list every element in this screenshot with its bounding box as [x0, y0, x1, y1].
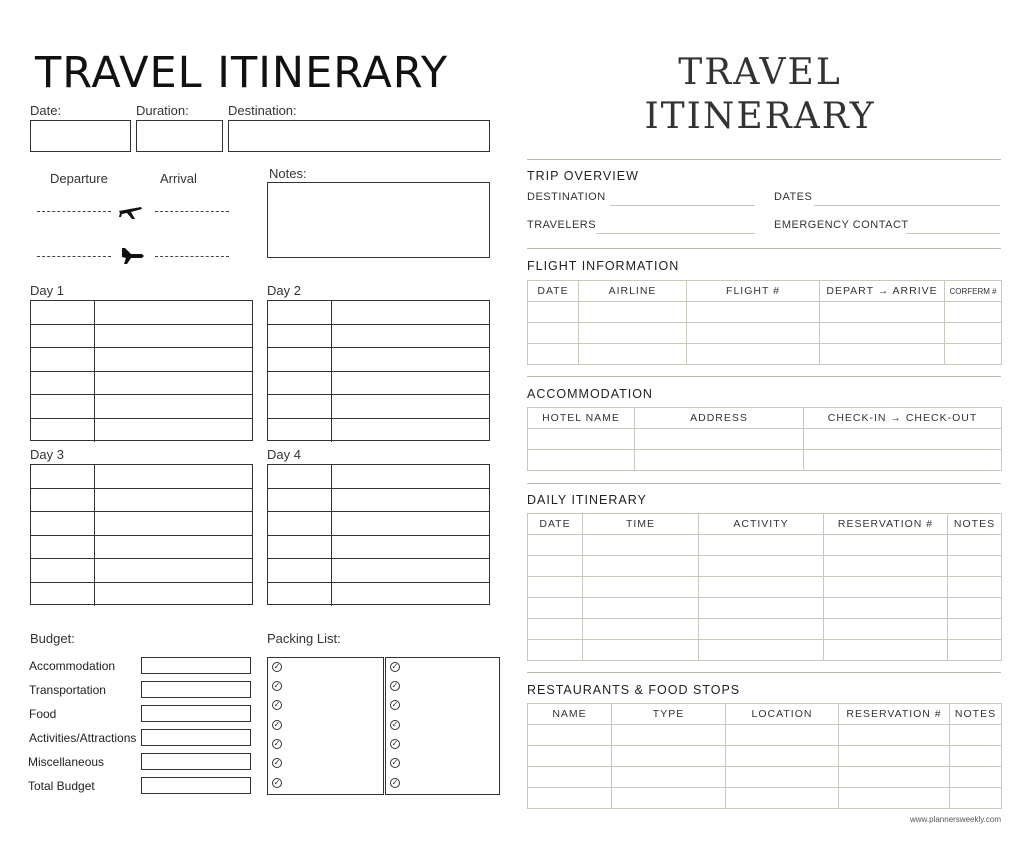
duration-label: Duration: — [136, 103, 189, 118]
table-header: RESERVATION # — [824, 514, 948, 535]
table-row[interactable] — [528, 788, 1002, 809]
checkbox-icon[interactable]: ✓ — [391, 758, 399, 767]
restaurants-table[interactable] — [527, 703, 1002, 809]
checkbox-icon[interactable]: ✓ — [273, 739, 281, 748]
divider — [527, 376, 1001, 377]
packing-list-column-1[interactable] — [267, 657, 384, 795]
budget-food-field[interactable] — [141, 705, 251, 722]
budget-item-label: Total Budget — [28, 779, 95, 793]
footer-url: www.plannersweekly.com — [910, 815, 1001, 824]
table-header: DEPART → ARRIVE — [820, 281, 945, 302]
daily-itinerary-table[interactable] — [527, 513, 1002, 661]
flight-information-table[interactable] — [527, 280, 1002, 365]
table-header: ADDRESS — [635, 408, 804, 429]
divider — [527, 483, 1001, 484]
trip-overview-heading: TRIP OVERVIEW — [527, 169, 639, 183]
table-row[interactable] — [528, 535, 1002, 556]
checkbox-icon[interactable]: ✓ — [273, 662, 281, 671]
day-4-label: Day 4 — [267, 447, 301, 462]
checkbox-icon[interactable]: ✓ — [391, 778, 399, 787]
day-2-grid[interactable] — [267, 300, 490, 441]
emergency-contact-label: EMERGENCY CONTACT — [774, 219, 909, 231]
checkbox-icon[interactable]: ✓ — [391, 681, 399, 690]
checkbox-icon[interactable]: ✓ — [273, 778, 281, 787]
right-page-title-line-1: TRAVEL — [678, 52, 842, 93]
duration-field[interactable] — [136, 120, 223, 152]
travelers-label: TRAVELERS — [527, 219, 597, 231]
checkbox-icon[interactable]: ✓ — [273, 720, 281, 729]
table-row[interactable] — [528, 640, 1002, 661]
notes-label: Notes: — [269, 166, 307, 181]
table-row[interactable] — [528, 746, 1002, 767]
table-header: TYPE — [612, 704, 726, 725]
emergency-contact-line[interactable] — [906, 233, 1000, 234]
divider — [527, 672, 1001, 673]
destination-label: Destination: — [228, 103, 297, 118]
day-2-label: Day 2 — [267, 283, 301, 298]
checkbox-icon[interactable]: ✓ — [273, 758, 281, 767]
departure-line-2[interactable] — [37, 256, 111, 257]
date-label: Date: — [30, 103, 62, 118]
divider — [527, 159, 1001, 160]
destination-label: DESTINATION — [527, 191, 606, 203]
table-header: AIRLINE — [579, 281, 687, 302]
table-header: TIME — [583, 514, 699, 535]
table-row[interactable] — [528, 725, 1002, 746]
table-header: NOTES — [948, 514, 1002, 535]
table-header: LOCATION — [726, 704, 839, 725]
accommodation-heading: ACCOMMODATION — [527, 387, 653, 401]
table-header: DATE — [528, 281, 579, 302]
notes-field[interactable] — [267, 182, 490, 258]
checkbox-icon[interactable]: ✓ — [391, 700, 399, 709]
table-header: RESERVATION # — [839, 704, 950, 725]
table-header: CORFERM # — [945, 281, 1002, 302]
table-header: DATE — [528, 514, 583, 535]
packing-list-label: Packing List: — [267, 631, 341, 646]
table-row[interactable] — [528, 556, 1002, 577]
table-header: CHECK-IN → CHECK-OUT — [804, 408, 1002, 429]
left-page-title: TRAVEL ITINERARY — [35, 48, 449, 98]
airplane-icon — [119, 245, 145, 265]
day-1-label: Day 1 — [30, 283, 64, 298]
table-header: HOTEL NAME — [528, 408, 635, 429]
table-header: NAME — [528, 704, 612, 725]
budget-item-label: Miscellaneous — [28, 755, 105, 769]
departure-label: Departure — [50, 171, 108, 186]
day-3-grid[interactable] — [30, 464, 253, 605]
budget-accommodation-field[interactable] — [141, 657, 251, 674]
airplane-icon — [117, 201, 143, 221]
checkbox-icon[interactable]: ✓ — [391, 662, 399, 671]
date-field[interactable] — [30, 120, 131, 152]
table-header: NOTES — [950, 704, 1002, 725]
checkbox-icon[interactable]: ✓ — [391, 739, 399, 748]
budget-item-label: Activities/Attractions — [29, 731, 137, 745]
budget-label: Budget: — [30, 631, 75, 646]
right-page-title-line-2: ITINERARY — [644, 96, 876, 137]
budget-transportation-field[interactable] — [141, 681, 251, 698]
dates-line[interactable] — [814, 205, 1000, 206]
table-row[interactable] — [528, 429, 1002, 450]
table-header: FLIGHT # — [687, 281, 820, 302]
day-3-label: Day 3 — [30, 447, 64, 462]
divider — [527, 248, 1001, 249]
destination-line[interactable] — [610, 205, 755, 206]
arrival-line-2[interactable] — [155, 256, 229, 257]
accommodation-table[interactable] — [527, 407, 1002, 471]
daily-itinerary-heading: DAILY ITINERARY — [527, 493, 647, 507]
table-header: ACTIVITY — [699, 514, 824, 535]
budget-item-label: Food — [29, 707, 57, 721]
table-row[interactable] — [528, 450, 1002, 471]
flight-information-heading: FLIGHT INFORMATION — [527, 259, 680, 273]
day-1-grid[interactable] — [30, 300, 253, 441]
table-row[interactable] — [528, 302, 1002, 323]
budget-activities-field[interactable] — [141, 729, 251, 746]
table-row[interactable] — [528, 598, 1002, 619]
budget-item-label: Transportation — [29, 683, 106, 697]
arrival-line-1[interactable] — [155, 211, 229, 212]
table-row[interactable] — [528, 344, 1002, 365]
day-4-grid[interactable] — [267, 464, 490, 605]
packing-list-column-2[interactable] — [385, 657, 500, 795]
arrival-label: Arrival — [160, 171, 197, 186]
travelers-line[interactable] — [596, 233, 755, 234]
checkbox-icon[interactable]: ✓ — [391, 720, 399, 729]
dates-label: DATES — [774, 191, 813, 203]
restaurants-heading: RESTAURANTS & FOOD STOPS — [527, 683, 741, 697]
table-row[interactable] — [528, 767, 1002, 788]
budget-miscellaneous-field[interactable] — [141, 753, 251, 770]
table-row[interactable] — [528, 323, 1002, 344]
budget-item-label: Accommodation — [29, 659, 116, 673]
table-row[interactable] — [528, 619, 1002, 640]
checkbox-icon[interactable]: ✓ — [273, 681, 281, 690]
departure-line-1[interactable] — [37, 211, 111, 212]
budget-total-field[interactable] — [141, 777, 251, 794]
table-row[interactable] — [528, 577, 1002, 598]
checkbox-icon[interactable]: ✓ — [273, 700, 281, 709]
destination-field[interactable] — [228, 120, 490, 152]
